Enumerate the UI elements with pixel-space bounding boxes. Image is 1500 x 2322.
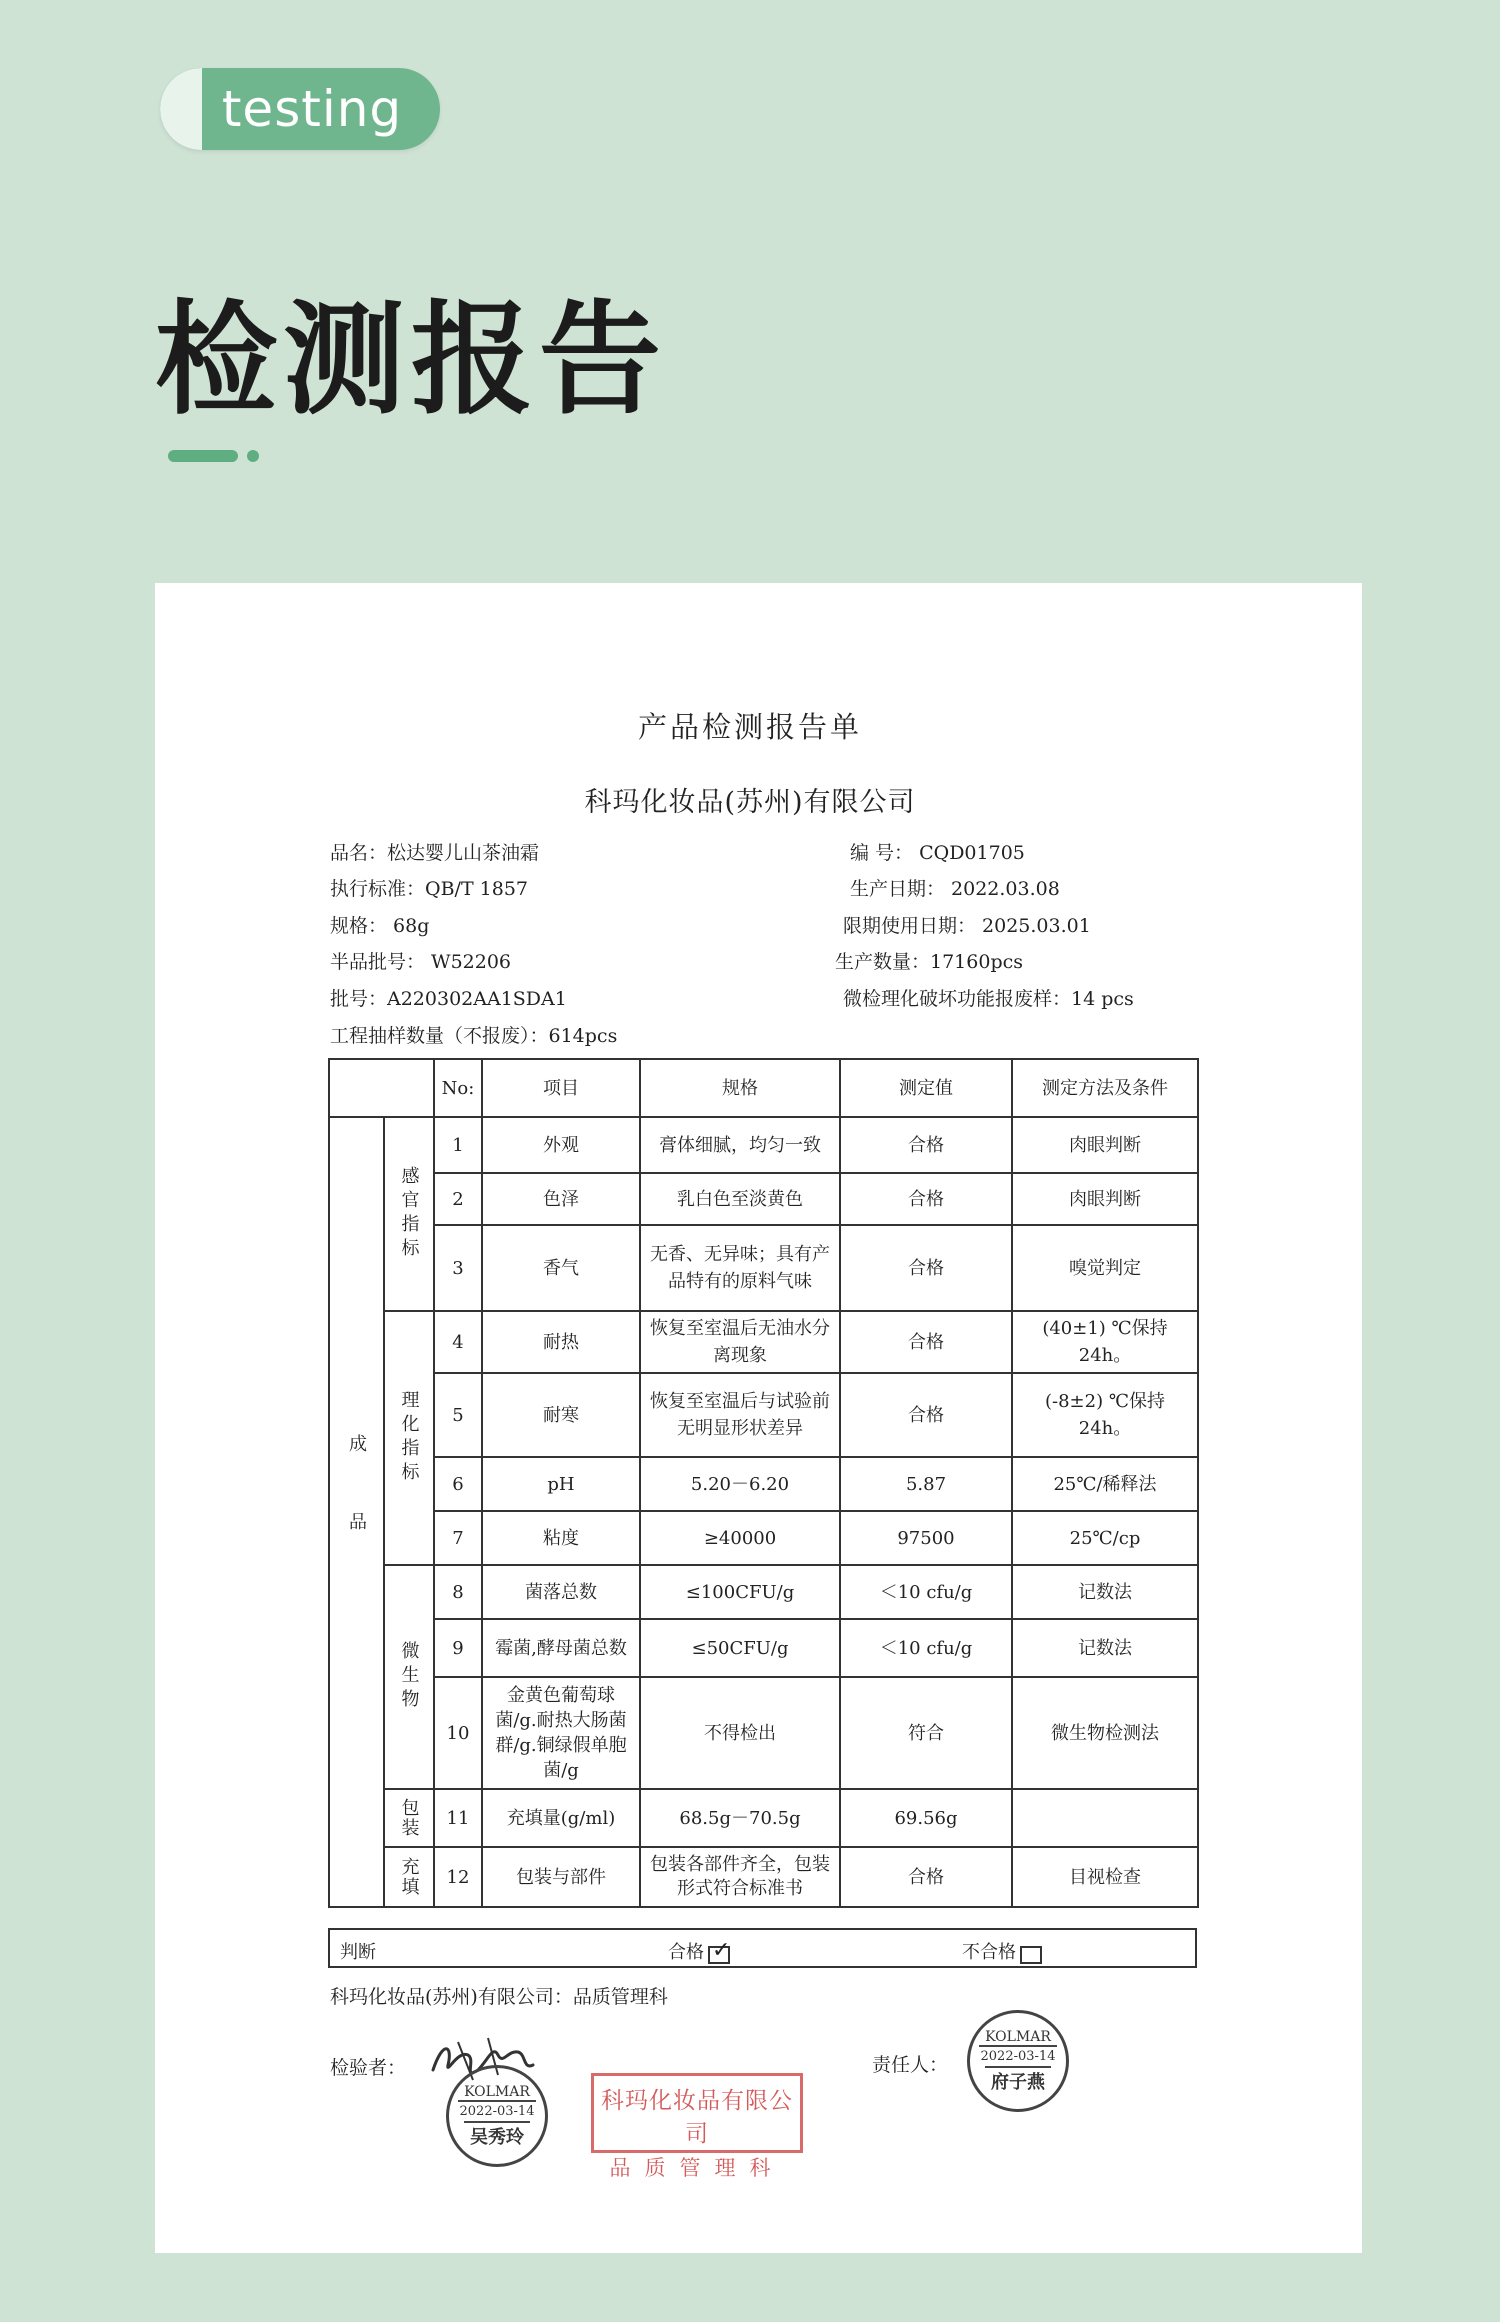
cell-spec: 包装各部件齐全，包装形式符合标准书 <box>640 1847 840 1907</box>
cell-spec: ≥40000 <box>640 1511 840 1565</box>
table-row <box>329 1373 1198 1457</box>
cell-no: 5 <box>434 1373 482 1457</box>
cell-value: 合格 <box>840 1847 1012 1907</box>
table-row <box>329 1511 1198 1565</box>
table-row <box>329 1619 1198 1677</box>
cell-item: pH <box>482 1457 640 1511</box>
cell-item: 充填量(g/ml) <box>482 1789 640 1847</box>
inspector-stamp <box>446 2065 548 2167</box>
judgement-fail <box>962 1938 1016 1964</box>
meta-batch: 批号：A220302AA1SDA1 <box>330 988 567 1010</box>
cell-item: 粘度 <box>482 1511 640 1565</box>
cell-item: 香气 <box>482 1225 640 1311</box>
cell-no: 12 <box>434 1847 482 1907</box>
cell-method <box>1012 1789 1198 1847</box>
cell-no: 4 <box>434 1311 482 1373</box>
stamp-brand: KOLMAR <box>458 2084 536 2102</box>
pass-label: 合格 <box>668 1942 704 1963</box>
stamp-brand: KOLMAR <box>979 2029 1057 2047</box>
cell-no: 3 <box>434 1225 482 1311</box>
meta-sample-qty: 工程抽样数量（不报废）：614pcs <box>330 1025 618 1047</box>
meta-production-date: 生产日期： 2022.03.08 <box>850 878 1060 900</box>
cell-no: 2 <box>434 1173 482 1225</box>
cell-spec: 乳白色至淡黄色 <box>640 1173 840 1225</box>
judgement-pass <box>668 1938 731 1964</box>
cell-method: 25℃/cp <box>1012 1511 1198 1565</box>
cell-method: 肉眼判断 <box>1012 1173 1198 1225</box>
group-filling: 充填 <box>384 1847 434 1907</box>
badge-accent <box>160 68 202 150</box>
cell-value: 5.87 <box>840 1457 1012 1511</box>
cell-value: 69.56g <box>840 1789 1012 1847</box>
cell-item: 霉菌,酵母菌总数 <box>482 1619 640 1677</box>
group-sensory: 感官指标 <box>384 1117 434 1311</box>
group-packaging: 包装 <box>384 1789 434 1847</box>
cell-method: 目视检查 <box>1012 1847 1198 1907</box>
table-header-cell: 测定值 <box>840 1059 1012 1117</box>
meta-semi-batch: 半品批号： W52206 <box>330 951 512 973</box>
meta-production-qty: 生产数量：17160pcs <box>835 951 1023 973</box>
cell-method: 记数法 <box>1012 1619 1198 1677</box>
cell-spec: 恢复至室温后无油水分离现象 <box>640 1311 840 1373</box>
cell-item: 耐热 <box>482 1311 640 1373</box>
cell-no: 9 <box>434 1619 482 1677</box>
fail-checkbox <box>1020 1946 1042 1964</box>
table-row <box>329 1225 1198 1311</box>
cell-method: 微生物检测法 <box>1012 1677 1198 1789</box>
company-stamp-line1: 科玛化妆品有限公司 <box>601 2088 793 2147</box>
check-icon: ✓ <box>712 1938 731 1963</box>
stamp-name: 吴秀玲 <box>464 2121 530 2149</box>
table-row <box>329 1847 1198 1907</box>
cell-item: 金黄色葡萄球菌/g.耐热大肠菌群/g.铜绿假单胞菌/g <box>482 1677 640 1789</box>
table-row <box>329 1677 1198 1789</box>
cell-no: 1 <box>434 1117 482 1173</box>
stamp-date: 2022-03-14 <box>980 2048 1056 2064</box>
cell-value: 合格 <box>840 1373 1012 1457</box>
cell-value: 97500 <box>840 1511 1012 1565</box>
testing-badge <box>160 68 440 150</box>
report-title: 产品检测报告单 <box>637 710 862 744</box>
meta-standard: 执行标准：QB/T 1857 <box>330 878 529 900</box>
cell-no: 10 <box>434 1677 482 1789</box>
badge-label: testing <box>221 80 403 138</box>
table-row <box>329 1789 1198 1847</box>
cell-item: 耐寒 <box>482 1373 640 1457</box>
cell-no: 7 <box>434 1511 482 1565</box>
cell-item: 包装与部件 <box>482 1847 640 1907</box>
cell-method: 嗅觉判定 <box>1012 1225 1198 1311</box>
cell-no: 6 <box>434 1457 482 1511</box>
cell-value: 符合 <box>840 1677 1012 1789</box>
cell-method: (40±1) ℃保持 24h。 <box>1012 1311 1198 1373</box>
meta-spec: 规格： 68g <box>330 915 430 937</box>
group-physicochemical: 理化指标 <box>384 1311 434 1565</box>
pass-checkbox <box>708 1938 731 1964</box>
cell-method: 25℃/稀释法 <box>1012 1457 1198 1511</box>
stamp-date: 2022-03-14 <box>459 2103 535 2119</box>
company-stamp <box>591 2073 803 2180</box>
cell-spec: 无香、无异味；具有产品特有的原料气味 <box>640 1225 840 1311</box>
responsible-label: 责任人： <box>872 2054 949 2076</box>
table-row <box>329 1173 1198 1225</box>
decor-dot <box>247 450 259 462</box>
cell-method: 记数法 <box>1012 1565 1198 1619</box>
cell-spec: 5.20－6.20 <box>640 1457 840 1511</box>
cell-value: 合格 <box>840 1311 1012 1373</box>
table-row <box>329 1311 1198 1373</box>
judgement-label: 判断 <box>340 1942 376 1963</box>
cell-value: 合格 <box>840 1225 1012 1311</box>
cell-method: (-8±2) ℃保持 24h。 <box>1012 1373 1198 1457</box>
group-finished-product: 成品 <box>329 1117 384 1907</box>
cell-item: 色泽 <box>482 1173 640 1225</box>
table-header-blank <box>329 1059 434 1117</box>
report-company: 科玛化妆品(苏州)有限公司 <box>584 787 916 818</box>
table-header-cell: No: <box>434 1059 482 1117</box>
judgement-row <box>328 1928 1197 1968</box>
page-title: 检测报告 <box>155 289 667 431</box>
inspector-label: 检验者： <box>330 2057 407 2079</box>
meta-product-name: 品名：松达婴儿山茶油霜 <box>330 842 540 864</box>
stamp-name: 府子燕 <box>985 2066 1051 2094</box>
cell-value: 合格 <box>840 1117 1012 1173</box>
cell-no: 11 <box>434 1789 482 1847</box>
cell-item: 外观 <box>482 1117 640 1173</box>
cell-method: 肉眼判断 <box>1012 1117 1198 1173</box>
table-header-cell: 规格 <box>640 1059 840 1117</box>
cell-spec: ≤50CFU/g <box>640 1619 840 1677</box>
company-stamp-line2: 品质管理科 <box>609 2156 785 2180</box>
table-row <box>329 1117 1198 1173</box>
table-header-row <box>329 1059 1198 1117</box>
table-row <box>329 1565 1198 1619</box>
cell-spec: 68.5g－70.5g <box>640 1789 840 1847</box>
cell-spec: ≤100CFU/g <box>640 1565 840 1619</box>
department-line: 科玛化妆品(苏州)有限公司：品质管理科 <box>330 1986 668 2008</box>
fail-label: 不合格 <box>962 1942 1016 1963</box>
table-header-cell: 项目 <box>482 1059 640 1117</box>
cell-value: 合格 <box>840 1173 1012 1225</box>
cell-value: ＜10 cfu/g <box>840 1565 1012 1619</box>
meta-destroyed-samples: 微检理化破坏功能报废样：14 pcs <box>843 988 1134 1010</box>
cell-no: 8 <box>434 1565 482 1619</box>
table-header-cell: 测定方法及条件 <box>1012 1059 1198 1117</box>
meta-expiry-date: 限期使用日期： 2025.03.01 <box>843 915 1091 937</box>
cell-spec: 不得检出 <box>640 1677 840 1789</box>
decor-dash <box>168 450 238 462</box>
cell-value: ＜10 cfu/g <box>840 1619 1012 1677</box>
report-table <box>328 1058 1199 1908</box>
meta-number: 编 号： CQD01705 <box>850 842 1025 864</box>
group-microbiology: 微生物 <box>384 1565 434 1789</box>
responsible-stamp <box>967 2010 1069 2112</box>
cell-item: 菌落总数 <box>482 1565 640 1619</box>
table-row <box>329 1457 1198 1511</box>
cell-spec: 膏体细腻，均匀一致 <box>640 1117 840 1173</box>
cell-spec: 恢复至室温后与试验前无明显形状差异 <box>640 1373 840 1457</box>
